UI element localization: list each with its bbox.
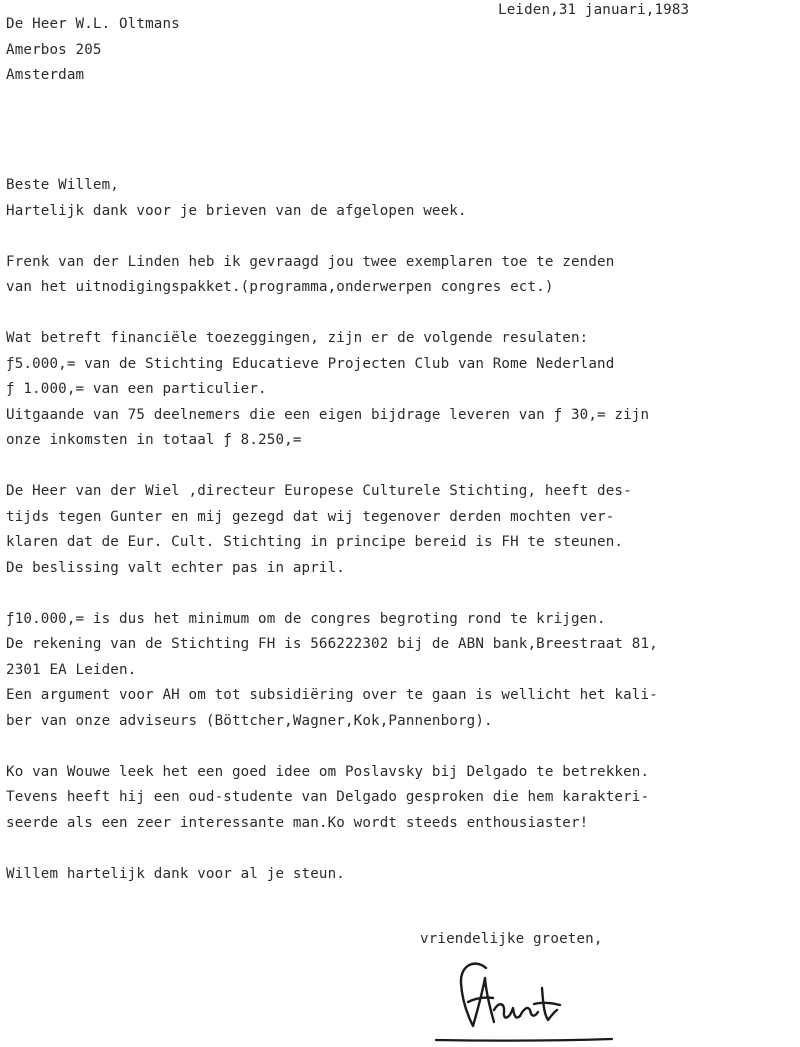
body-line: 2301 EA Leiden.: [6, 661, 137, 678]
paragraph-invitation-package: [6, 250, 798, 301]
body-line: klaren dat de Eur. Cult. Stichting in principe bereid is FH te steunen.: [6, 534, 624, 550]
body-line: van het uitnodigingspakket.(programma,onderwerpen congres ect.): [6, 279, 554, 295]
paragraph-european-cultural-foundation: [6, 479, 798, 581]
body-line: seerde als een zeer interessante man.Ko wordt steeds enthousiaster!: [6, 814, 589, 831]
recipient-street: Amerbos 205: [6, 41, 102, 58]
body-line: ƒ 1.000,= van een particulier.: [6, 381, 267, 397]
paragraph-final-thanks: [6, 862, 798, 888]
body-line: onze inkomsten in totaal ƒ 8.250,=: [6, 432, 302, 448]
paragraph-thanks: [6, 199, 798, 225]
recipient-address: [6, 12, 180, 89]
body-line: Willem hartelijk dank voor al je steun.: [6, 865, 345, 882]
body-line: tijds tegen Gunter en mij gezegd dat wij tegenover derden mochten ver-: [6, 508, 615, 525]
body-line: ƒ10.000,= is dus het minimum om de congres begroting rond te krijgen.: [6, 610, 606, 627]
handwritten-signature: [430, 950, 620, 1045]
body-line: Tevens heeft hij een oud-studente van Delgado gesproken die hem karakteri-: [6, 789, 650, 805]
letter-body: [6, 173, 798, 913]
body-line: Uitgaande van 75 deelnemers die een eigen bijdrage leveren van ƒ 30,= zijn: [6, 406, 650, 423]
body-line: Hartelijk dank voor je brieven van de afgelopen week.: [6, 202, 467, 219]
body-line: ber van onze adviseurs (Böttcher,Wagner,Kok,Pannenborg).: [6, 712, 493, 729]
closing-greeting: vriendelijke groeten,: [420, 931, 603, 947]
body-line: Een argument voor AH om tot subsidiëring over te gaan is wellicht het kali-: [6, 687, 658, 703]
paragraph-delgado: [6, 760, 798, 837]
body-line: De beslissing valt echter pas in april.: [6, 559, 345, 576]
body-line: ƒ5.000,= van de Stichting Educatieve Projecten Club van Rome Nederland: [6, 355, 615, 372]
recipient-city: Amsterdam: [6, 67, 85, 83]
paragraph-budget-and-account: [6, 607, 798, 735]
body-line: Frenk van der Linden heb ik gevraagd jou twee exemplaren toe te zenden: [6, 253, 615, 270]
body-line: Ko van Wouwe leek het een goed idee om Poslavsky bij Delgado te betrekken.: [6, 763, 650, 780]
paragraph-financial-commitments: [6, 326, 798, 454]
body-line: De rekening van de Stichting FH is 566222302 bij de ABN bank,Breestraat 81,: [6, 636, 658, 652]
salutation: Beste Willem,: [6, 177, 119, 193]
body-line: Wat betreft financiële toezeggingen, zijn er de volgende resulaten:: [6, 330, 589, 346]
recipient-name: De Heer W.L. Oltmans: [6, 16, 180, 32]
letter-date: Leiden,31 januari,1983: [498, 2, 690, 18]
body-line: De Heer van der Wiel ,directeur Europese Culturele Stichting, heeft des-: [6, 483, 632, 499]
